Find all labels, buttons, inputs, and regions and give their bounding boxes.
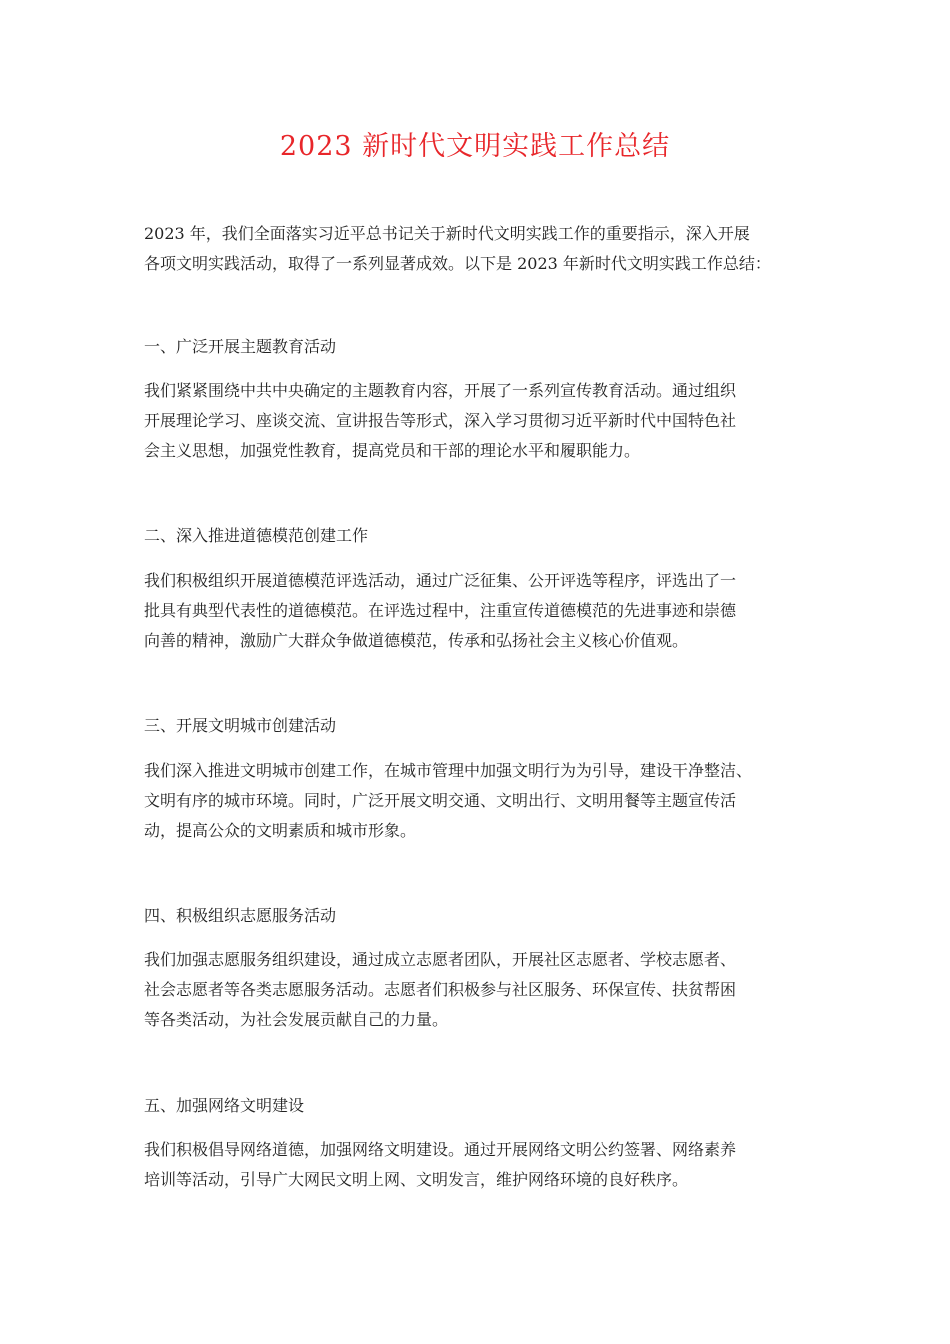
paragraph-line: 我们加强志愿服务组织建设，通过成立志愿者团队，开展社区志愿者、学校志愿者、 (144, 950, 737, 969)
document-title: 2023 新时代文明实践工作总结 (279, 131, 671, 162)
paragraph-line: 2023 年，我们全面落实习近平总书记关于新时代文明实践工作的重要指示，深入开展 (144, 224, 750, 243)
paragraph-line: 我们积极倡导网络道德，加强网络文明建设。通过开展网络文明公约签署、网络素养 (144, 1140, 737, 1159)
section-heading-1: 一、广泛开展主题教育活动 (144, 337, 337, 356)
paragraph-line: 开展理论学习、座谈交流、宣讲报告等形式，深入学习贯彻习近平新时代中国特色社 (144, 411, 737, 430)
section-heading-3: 三、开展文明城市创建活动 (144, 716, 337, 735)
section-heading-5: 五、加强网络文明建设 (144, 1096, 305, 1115)
paragraph-line: 我们深入推进文明城市创建工作，在城市管理中加强文明行为为引导，建设干净整洁、 (144, 761, 753, 780)
section-paragraph-3 (144, 756, 808, 846)
paragraph-line: 文明有序的城市环境。同时，广泛开展文明交通、文明出行、文明用餐等主题宣传活 (144, 791, 737, 810)
intro-paragraph (144, 219, 808, 279)
paragraph-line: 批具有典型代表性的道德模范。在评选过程中，注重宣传道德模范的先进事迹和崇德 (144, 601, 737, 620)
section-paragraph-1 (144, 376, 808, 466)
section-heading-2: 二、深入推进道德模范创建工作 (144, 526, 369, 545)
paragraph-line: 各项文明实践活动，取得了一系列显著成效。以下是 2023 年新时代文明实践工作总结： (144, 254, 771, 273)
section-heading-4: 四、积极组织志愿服务活动 (144, 906, 337, 925)
section-paragraph-4 (144, 945, 808, 1035)
section-paragraph-5 (144, 1135, 808, 1195)
paragraph-line: 等各类活动，为社会发展贡献自己的力量。 (144, 1010, 449, 1029)
paragraph-line: 会主义思想，加强党性教育，提高党员和干部的理论水平和履职能力。 (144, 441, 641, 460)
paragraph-line: 社会志愿者等各类志愿服务活动。志愿者们积极参与社区服务、环保宣传、扶贫帮困 (144, 980, 737, 999)
paragraph-line: 我们紧紧围绕中共中央确定的主题教育内容，开展了一系列宣传教育活动。通过组织 (144, 381, 737, 400)
paragraph-line: 向善的精神，激励广大群众争做道德模范，传承和弘扬社会主义核心价值观。 (144, 631, 689, 650)
section-paragraph-2 (144, 566, 808, 656)
paragraph-line: 培训等活动，引导广大网民文明上网、文明发言，维护网络环境的良好秩序。 (144, 1170, 689, 1189)
paragraph-line: 我们积极组织开展道德模范评选活动，通过广泛征集、公开评选等程序，评选出了一 (144, 571, 737, 590)
paragraph-line: 动，提高公众的文明素质和城市形象。 (144, 821, 417, 840)
